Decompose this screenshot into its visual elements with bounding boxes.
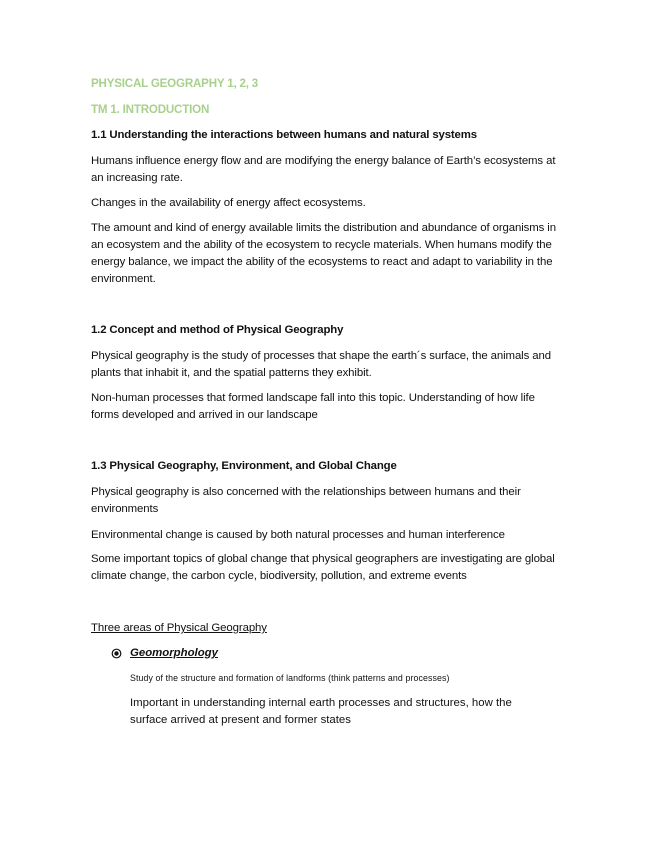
paragraph: Some important topics of global change that physical geographers are investigating are global climate change, the carbon cycle, biodiversity, pollution, and extreme events xyxy=(91,553,555,582)
areas-heading: Three areas of Physical Geography xyxy=(91,622,267,634)
document-subtitle: TM 1. INTRODUCTION xyxy=(91,103,210,116)
section-heading: 1.1 Understanding the interactions between humans and natural systems xyxy=(91,129,477,141)
area-description: Important in understanding internal earth processes and structures, how the surface arrived at present and former states xyxy=(130,697,512,726)
paragraph: Humans influence energy flow and are modifying the energy balance of Earth’s ecosystems at an increasing rate. xyxy=(91,155,556,184)
area-title: Geomorphology xyxy=(130,647,218,659)
paragraph: The amount and kind of energy available limits the distribution and abundance of organisms in an ecosystem and the ability of the ecosystem to recycle materials. When humans modify the energy balance, we impact the ability of the ecosystems to react and adapt to variability in the environment. xyxy=(91,222,556,285)
section-heading: 1.3 Physical Geography, Environment, and Global Change xyxy=(91,460,397,472)
paragraph: Physical geography is also concerned with the relationships between humans and their environments xyxy=(91,486,521,515)
section-heading: 1.2 Concept and method of Physical Geography xyxy=(91,324,344,336)
circle-bullet-icon xyxy=(111,648,122,659)
paragraph: Physical geography is the study of processes that shape the earth´s surface, the animals and plants that inhabit it, and the spatial patterns they exhibit. xyxy=(91,350,551,379)
paragraph: Changes in the availability of energy affect ecosystems. xyxy=(91,197,366,209)
area-note: Study of the structure and formation of landforms (think patterns and processes) xyxy=(130,673,450,683)
paragraph: Non-human processes that formed landscape fall into this topic. Understanding of how life forms developed and arrived in our landscape xyxy=(91,392,535,421)
document-title: PHYSICAL GEOGRAPHY 1, 2, 3 xyxy=(91,77,259,90)
paragraph: Environmental change is caused by both natural processes and human interference xyxy=(91,529,505,541)
